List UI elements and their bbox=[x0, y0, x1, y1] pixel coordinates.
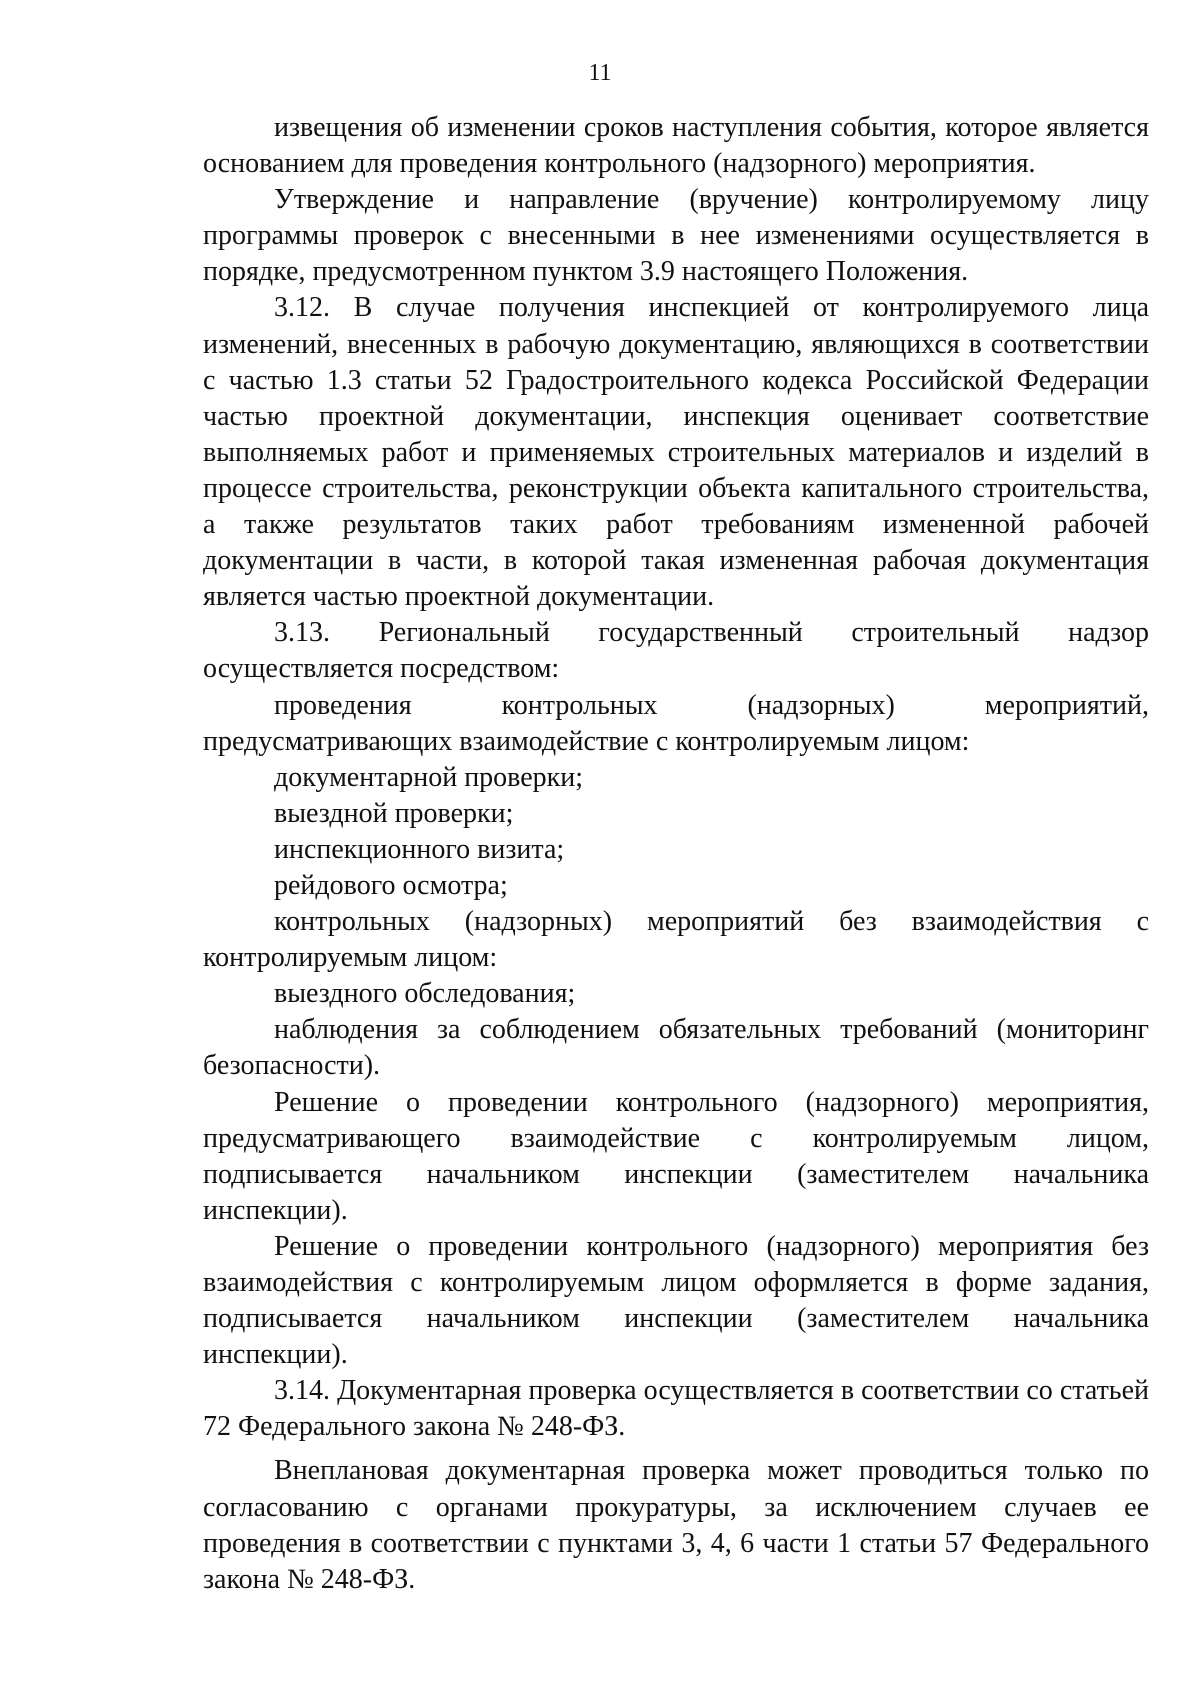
paragraph-3-12: 3.12. В случае получения инспекцией от контролируемого лица изменений, внесенных в рабочую документацию, являющихся в соответствии с частью 1.3 статьи 52 Градостроительного кодекса Российской Федерации частью проектной документации, инспекция оценивает соответствие выполняемых работ и применяемых строительных материалов и изделий в процессе строительства, реконструкции объекта капитального строительства, а также результатов таких работ требованиям измененной рабочей документации в части, в которой такая измененная рабочая документация является частью проектной документации. bbox=[203, 292, 1149, 613]
paragraph-3-13: 3.13. Региональный государственный строительный надзор осуществляется посредством: bbox=[203, 617, 1149, 685]
list-item-onsite-survey: выездного обследования; bbox=[274, 978, 576, 1010]
paragraph-no-interaction-measures: контрольных (надзорных) мероприятий без взаимодействия с контролируемым лицом: bbox=[203, 906, 1149, 974]
paragraph-decision-with-interaction: Решение о проведении контрольного (надзорного) мероприятия, предусматривающего взаимодействие с контролируемым лицом, подписывается начальником инспекции (заместителем начальника инспекции). bbox=[203, 1086, 1149, 1226]
paragraph-gap bbox=[203, 1445, 1149, 1453]
page-number: 11 bbox=[588, 60, 612, 86]
list-item-raid-inspection: рейдового осмотра; bbox=[274, 869, 508, 901]
list-item-documentary-check: документарной проверки; bbox=[274, 761, 584, 793]
list-item-onsite-check: выездной проверки; bbox=[274, 797, 514, 829]
paragraph-decision-without-interaction: Решение о проведении контрольного (надзорного) мероприятия без взаимодействия с контролируемым лицом оформляется в форме задания, подписывается начальником инспекции (заместителем начальника инспекции). bbox=[203, 1230, 1149, 1371]
list-item-inspection-visit: инспекционного визита; bbox=[274, 833, 565, 865]
paragraph-notice-continuation: извещения об изменении сроков наступления события, которое является основанием для проведения контрольного (надзорного) мероприятия. bbox=[203, 112, 1149, 180]
paragraph-interaction-measures: проведения контрольных (надзорных) мероприятий, предусматривающих взаимодействие с контролируемым лицом: bbox=[203, 689, 1149, 757]
paragraph-unscheduled-check: Внеплановая документарная проверка может проводиться только по согласованию с органами прокуратуры, за исключением случаев ее проведения в соответствии с пунктами 3, 4, 6 части 1 статьи 57 Федерального закона № 248-ФЗ. bbox=[203, 1455, 1149, 1595]
paragraph-program-approval: Утверждение и направление (вручение) контролируемому лицу программы проверок с внесенными в нее изменениями осуществляется в порядке, предусмотренном пунктом 3.9 настоящего Положения. bbox=[203, 184, 1149, 288]
document-body bbox=[203, 110, 1149, 1598]
paragraph-monitoring: наблюдения за соблюдением обязательных требований (мониторинг безопасности). bbox=[203, 1014, 1149, 1082]
paragraph-3-14: 3.14. Документарная проверка осуществляется в соответствии со статьей 72 Федерального закона № 248-ФЗ. bbox=[203, 1375, 1149, 1443]
